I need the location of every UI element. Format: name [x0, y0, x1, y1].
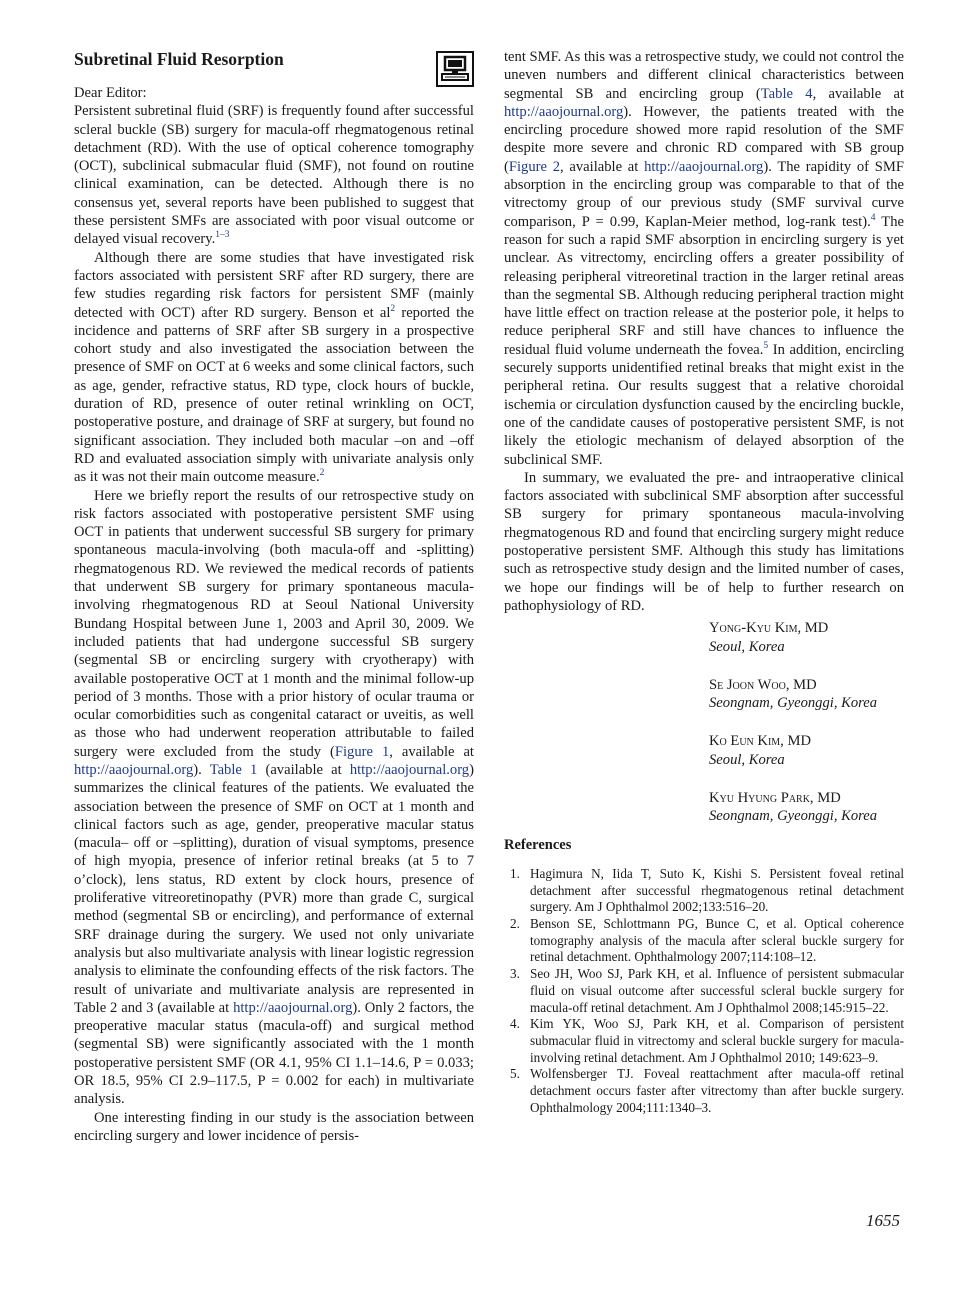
figure-1-link[interactable]: Figure 1: [334, 743, 390, 760]
reference-item: 4. Kim YK, Woo SJ, Park KH, et al. Comparison of persistent submacular fluid in vitrectomy and scleral buckle surgery for macula-involving retinal detachment. Am J Ophthalmol 2010; 149:623–9.: [510, 1016, 904, 1065]
citation[interactable]: 1–3: [215, 230, 230, 241]
aaojournal-link[interactable]: http://aaojournal.org: [504, 103, 624, 120]
citation[interactable]: 4: [870, 212, 876, 223]
author-location: Seongnam, Gyeonggi, Korea: [709, 695, 878, 712]
right-column: [504, 48, 904, 1116]
author-location: Seoul, Korea: [709, 751, 785, 768]
paragraph-1: Persistent subretinal fluid (SRF) is frequently found after successful scleral buckle (SB) surgery for macula-off rhegmatogenous retinal detachment (RD). With the use of optical coherence tomography (OCT), subclinical submacular fluid (SMF), not found on routine clinical examination, can be detected. Although there is no consensus yet, several reports have been published to suggest that these persistent SMFs are associated with poor visual outcome or delayed visual recovery.$^{1-3}$: [74, 103, 474, 248]
table-4-link[interactable]: Table 4: [760, 85, 813, 102]
page-number: 1655: [866, 1211, 900, 1230]
paragraph-3: Here we briefly report the results of our retrospective study on risk factors associated with postoperative persistent SMF using OCT in patients that underwent successful SB surgery for primary spontaneous macula-involving (both macula-off and -splitting) rhegmatogenous RD. We reviewed the medical records of patients that underwent SB surgery for primary spontaneous macula-involving rhegmatogenous RD at Seoul National University Bundang Hospital between June 1, 2003 and April 30, 2009. We included patients that had undergone successful SB surgery (segmental SB or encircling surgery with cryotherapy) with available postoperative OCT at 1 month and the minimal follow-up period of 3 months. Those with a prior history of ocular trauma or ocular comorbidities such as congenital cataract or uveitis, as well as those who had underwent reoperation attributable to failed surgery were excluded from the study (Figure 1, available at http://aaojournal.org). Table 1 (available at http://aaojournal.org) summarizes the clinical features of the patients. We evaluated the association between the presence of SMF on OCT at 1 month and clinical factors such as age, gender, preoperative macular status (macula– off or –splitting), duration of visual symptoms, presence of high myopia, presence of inferior retinal breaks (at 5 to 7 o’clock), lens status, RD extent by clock hours, presence of proliferative vitreoretinopathy (PVR) more than grade C, surgical method (segmental SB or encircling), and performance of external SRF drainage during the surgery. We used not only univariate analysis but also multivariate analysis with linear logistic regression analysis to eliminate the confounding effects of the risk factors. The result of univariate and multivariate analysis are represented in Table 2 and 3 (available at http://aaojournal.org). Only 2 factors, the preoperative macular status (macula-off) and surgical method (segmental SB) were significantly associated with the 1 month postoperative persistent SMF (OR 4.1, 95% CI 1.1–14.6, P = 0.033; OR 18.5, 95% CI 2.9–117.5, P = 0.002 for each) in multivariate analysis.: [74, 487, 474, 1108]
author-name: Ko Eun Kim, MD: [709, 733, 811, 750]
paragraph-6: In summary, we evaluated the pre- and intraoperative clinical factors associated with subclinical SMF absorption after successful SB surgery for primary spontaneous macula-involving rhegmatogenous RD and found that encircling surgery might reduce postoperative persistent SMF. Although this study has limitations such as retrospective study design and the limited number of cases, we hope our findings will be of help to further research on pathophysiology of RD.: [504, 469, 904, 614]
author-location: Seoul, Korea: [709, 638, 785, 655]
author-block: [709, 619, 904, 656]
author-location: Seongnam, Gyeonggi, Korea: [709, 808, 878, 825]
citation[interactable]: 2: [390, 303, 396, 314]
figure-2-link[interactable]: Figure 2: [508, 158, 561, 175]
paragraph-5: tent SMF. As this was a retrospective study, we could not control the uneven numbers and different clinical characteristics between segmental SB and encircling group (Table 4, available at http://aaojournal.org). However, the patients treated with the encircling procedure showed more rapid resolution of the SMF despite more severe and chronic RD compared with SB group (Figure 2, available at http://aaojournal.org). The rapidity of SMF absorption in the encircling group was comparable to that of the vitrectomy group of our previous study (SMF survival curve comparison, P = 0.99, Kaplan-Meier method, log-rank test).$^4$ The reason for such a rapid SMF absorption in encircling surgery is yet unclear. As vitrectomy, encircling offers a greater possibility of releasing peripheral vitreoretinal traction in the larger retinal areas than the segmental SB. Although reducing peripheral traction might have little effect on traction release at the posterior pole, it helps to reduce peripheral SRF and still have chances to influence the residual fluid volume underneath the fovea.$^5$ In addition, encircling securely supports unidentified retinal breaks that might exist in the peripheral retina. Our results suggest that a relative choroidal ischemia or circulation dysfunction caused by the encircling buckle, one of the candidate causes of postoperative persistent SMF, is not likely the etiologic mechanism of delayed absorption of the subclinical SMF.: [504, 49, 904, 468]
reference-item: 1. Hagimura N, Iida T, Suto K, Kishi S. Persistent foveal retinal detachment after successful rhegmatogenous retinal detachment surgery. Am J Ophthalmol 2002;133:516–20.: [510, 865, 904, 915]
author-name: Kyu Hyung Park, MD: [709, 789, 841, 806]
reference-item: 3. Seo JH, Woo SJ, Park KH, et al. Influence of persistent submacular fluid on visual outcome after successful scleral buckle surgery for macula-off retinal detachment. Am J Ophthalmol 2008;145:915–22.: [510, 966, 904, 1015]
aaojournal-link[interactable]: http://aaojournal.org: [74, 761, 194, 778]
aaojournal-link[interactable]: http://aaojournal.org: [233, 999, 353, 1016]
table-1-link[interactable]: Table 1: [209, 761, 258, 778]
aaojournal-link[interactable]: http://aaojournal.org: [349, 761, 470, 778]
reference-item: 5. Wolfensberger TJ. Foveal reattachment after macula-off retinal detachment occurs faster after vitrectomy than after buckle surgery. Ophthalmology 2004;111:1340–3.: [510, 1066, 904, 1115]
author-name: Yong-Kyu Kim, MD: [709, 620, 829, 637]
citation[interactable]: 5: [763, 340, 769, 351]
references-heading: References: [504, 836, 572, 853]
author-name: Se Joon Woo, MD: [709, 676, 817, 693]
author-block: [709, 676, 904, 713]
left-column: [74, 48, 474, 1145]
author-block: [709, 732, 904, 769]
reference-item: 2. Benson SE, Schlottmann PG, Bunce C, et al. Optical coherence tomography analysis of the macula after scleral buckle surgery for retinal detachment. Ophthalmology 2007;114:108–12.: [510, 915, 904, 965]
aaojournal-link[interactable]: http://aaojournal.org: [644, 158, 764, 175]
references-list: [504, 866, 904, 1117]
paragraph-4: One interesting finding in our study is the association between encircling surgery and lower incidence of persis-: [74, 1109, 474, 1144]
article-title: Subretinal Fluid Resorption: [74, 49, 284, 69]
paragraph-2: Although there are some studies that have investigated risk factors associated with persistent SRF after RD surgery, there are few studies regarding risk factors for persistent SMF (mainly detected with OCT) after RD surgery. Benson et $al^2$ reported the incidence and patterns of SRF after SB surgery in a prospective cohort study and also investigated the association between the presence of SMF on OCT at 6 weeks and some clinical factors, such as age, gender, refractive status, RD type, clock hours of buckle, duration of RD, presence of outer retinal wrinkling on OCT, postoperative posture, and drainage of SRF at surgery, but found no significant association. They included both macular –on and –off RD and evaluated association simply with univariate analysis only as it was not their main outcome measure.$^2$: [74, 249, 475, 486]
author-block: [709, 789, 904, 826]
citation[interactable]: 2: [319, 468, 325, 479]
author-signatures: [709, 619, 904, 825]
salutation: Dear Editor:: [74, 85, 147, 101]
